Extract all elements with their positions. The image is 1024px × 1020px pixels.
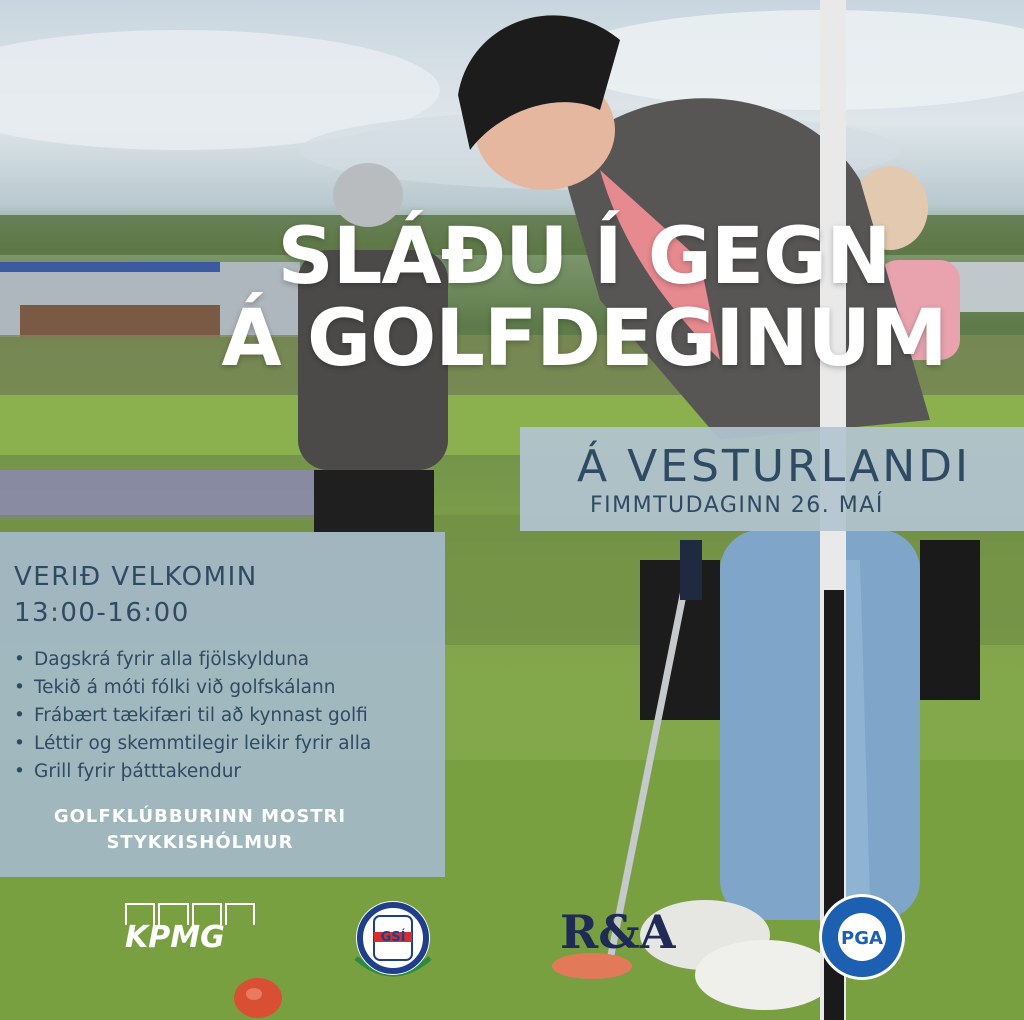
- gsi-logo: [350, 898, 436, 988]
- pga-logo: [818, 893, 906, 981]
- info-panel: [0, 532, 445, 877]
- club-name-line-1: GOLFKLÚBBURINN MOSTRI: [53, 806, 347, 827]
- gsi-wordmark: GSÍ: [380, 930, 406, 945]
- kpmg-logo: [125, 903, 255, 959]
- club-name: [0, 804, 400, 856]
- pga-wordmark: PGA: [841, 928, 883, 949]
- poster-title: [214, 212, 954, 384]
- list-item: • Tekið á móti fólki við golfskálann: [14, 674, 371, 702]
- region-date-panel: [520, 427, 1024, 531]
- event-date: FIMMTUDAGINN 26. MAÍ: [590, 493, 884, 518]
- title-line-1: SLÁÐU Í GEGN: [277, 212, 891, 302]
- region-name: Á VESTURLANDI: [577, 441, 971, 492]
- welcome-heading: VERIÐ VELKOMIN: [14, 562, 258, 592]
- tee-marker-icon: [232, 972, 284, 1020]
- event-hours: 13:00-16:00: [14, 598, 190, 628]
- program-list: [14, 646, 371, 786]
- kpmg-wordmark: KPMG: [125, 920, 225, 955]
- ra-logo: R&A: [560, 905, 676, 959]
- club-name-line-2: STYKKISHÓLMUR: [106, 832, 294, 853]
- list-item: • Léttir og skemmtilegir leikir fyrir alla: [14, 730, 371, 758]
- list-item: • Dagskrá fyrir alla fjölskylduna: [14, 646, 371, 674]
- title-line-2: Á GOLFDEGINUM: [221, 294, 947, 384]
- list-item: • Frábært tækifæri til að kynnast golfi: [14, 702, 371, 730]
- list-item: • Grill fyrir þátttakendur: [14, 758, 371, 786]
